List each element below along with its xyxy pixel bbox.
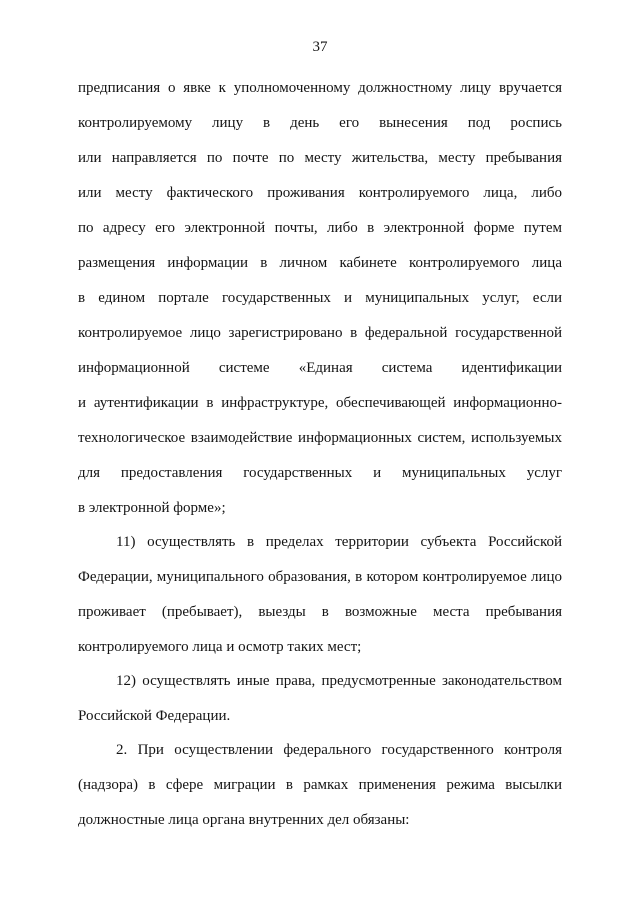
text-line: и аутентификации в инфраструктуре, обеспечивающей информационно-: [78, 395, 562, 411]
text-line: 12) осуществлять иные права, предусмотренные законодательством: [116, 673, 562, 689]
page-number: 37: [312, 39, 328, 55]
text-line: информационной системе «Единая система идентификации: [78, 360, 562, 376]
text-line: (надзора) в сфере миграции в рамках применения режима высылки: [78, 777, 562, 793]
text-line: 11) осуществлять в пределах территории субъекта Российской: [116, 534, 562, 550]
text-line: контролируемому лицу в день его вынесения под роспись: [78, 115, 562, 131]
text-line: 2. При осуществлении федерального государственного контроля: [116, 742, 562, 758]
text-line: по адресу его электронной почты, либо в электронной форме путем: [78, 220, 562, 236]
text-line: в электронной форме»;: [78, 500, 226, 516]
text-line: должностные лица органа внутренних дел обязаны:: [78, 812, 410, 828]
text-line: Федерации, муниципального образования, в котором контролируемое лицо: [78, 569, 562, 585]
text-line: предписания о явке к уполномоченному должностному лицу вручается: [78, 80, 562, 96]
text-line: или месту фактического проживания контролируемого лица, либо: [78, 185, 562, 201]
text-line: в едином портале государственных и муниципальных услуг, если: [78, 290, 562, 306]
text-line: Российской Федерации.: [78, 708, 231, 724]
text-line: контролируемого лица и осмотр таких мест;: [78, 639, 362, 655]
text-line: проживает (пребывает), выезды в возможные места пребывания: [78, 604, 562, 620]
text-line: для предоставления государственных и муниципальных услуг: [78, 465, 562, 481]
text-line: или направляется по почте по месту жительства, месту пребывания: [78, 150, 562, 166]
text-line: технологическое взаимодействие информационных систем, используемых: [78, 430, 562, 446]
text-line: размещения информации в личном кабинете контролируемого лица: [78, 255, 562, 271]
text-line: контролируемое лицо зарегистрировано в федеральной государственной: [78, 325, 562, 341]
